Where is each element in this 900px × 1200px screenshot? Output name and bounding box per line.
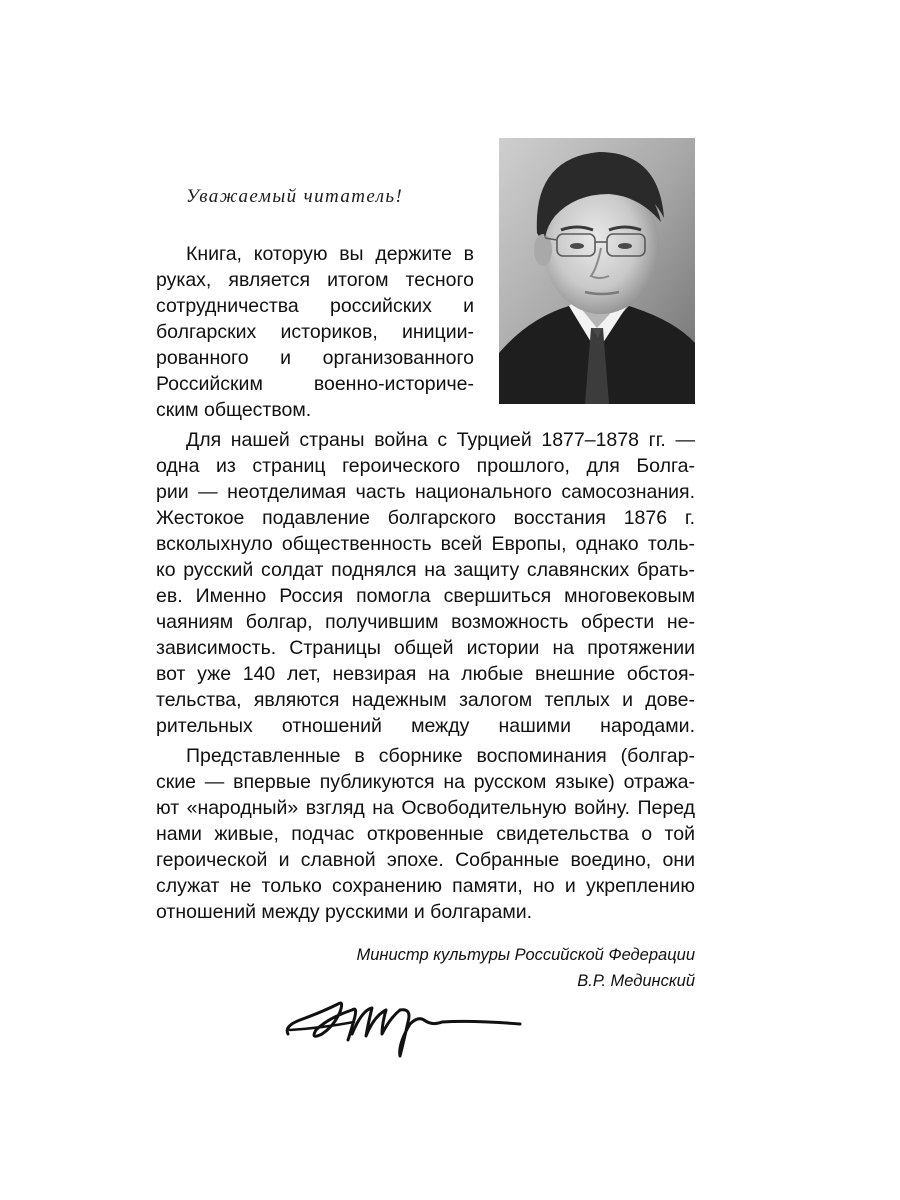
paragraph-3-line-4: нами живые, подчас откровенные свидетельства о той xyxy=(156,823,695,845)
paragraph-1-line-3: сотрудничества российских и xyxy=(156,295,474,317)
paragraph-2-line-1: Для нашей страны война с Турцией 1877–1878 гг. — xyxy=(186,429,695,451)
signatory-title: Министр культуры Российской Федерации xyxy=(356,946,695,964)
signatory-name: В.Р. Мединский xyxy=(577,972,695,990)
paragraph-2-line-8: чаяниям болгар, получившим возможность обрести не- xyxy=(156,611,695,633)
paragraph-2-line-11: тельства, являются надежным залогом теплых и дове- xyxy=(156,689,695,711)
paragraph-3-line-5: героической и славной эпохе. Собранные воедино, они xyxy=(156,849,695,871)
paragraph-2-line-4: Жестокое подавление болгарского восстания 1876 г. xyxy=(156,507,695,529)
paragraph-3-line-1: Представленные в сборнике воспоминания (болгар- xyxy=(186,745,695,767)
paragraph-3-line-6: служат не только сохранению памяти, но и укреплению xyxy=(156,875,695,897)
salutation: Уважаемый читатель! xyxy=(186,186,404,207)
paragraph-3-line-7: отношений между русскими и болгарами. xyxy=(156,901,533,923)
paragraph-1-line-2: руках, является итогом тесного xyxy=(156,269,474,291)
paragraph-2-line-6: ко русский солдат поднялся на защиту славянских брать- xyxy=(156,559,695,581)
paragraph-2-line-12: рительных отношений между нашими народами. xyxy=(156,715,695,737)
paragraph-2-line-9: зависимость. Страницы общей истории на протяжении xyxy=(156,637,695,659)
author-portrait xyxy=(499,138,695,404)
paragraph-1-line-1: Книга, которую вы держите в xyxy=(186,243,474,265)
paragraph-1-line-4: болгарских историков, иниции- xyxy=(156,321,474,343)
paragraph-1-line-5: рованного и организованного xyxy=(156,347,474,369)
paragraph-2-line-3: рии — неотделимая часть национального самосознания. xyxy=(156,481,695,503)
paragraph-1-line-6: Российским военно-историче- xyxy=(156,373,474,395)
paragraph-3-line-3: ют «народный» взгляд на Освободительную войну. Перед xyxy=(156,797,695,819)
paragraph-2-line-10: вот уже 140 лет, невзирая на любые внешние обстоя- xyxy=(156,663,695,685)
handwritten-signature xyxy=(282,990,527,1060)
paragraph-3-line-2: ские — впервые публикуются на русском языке) отража- xyxy=(156,771,695,793)
paragraph-1-line-7: ским обществом. xyxy=(156,399,312,421)
paragraph-2-line-5: всколыхнуло общественность всей Европы, однако толь- xyxy=(156,533,695,555)
paragraph-2-line-2: одна из страниц героического прошлого, для Болга- xyxy=(156,455,695,477)
paragraph-2-line-7: ев. Именно Россия помогла свершиться многовековым xyxy=(156,585,695,607)
